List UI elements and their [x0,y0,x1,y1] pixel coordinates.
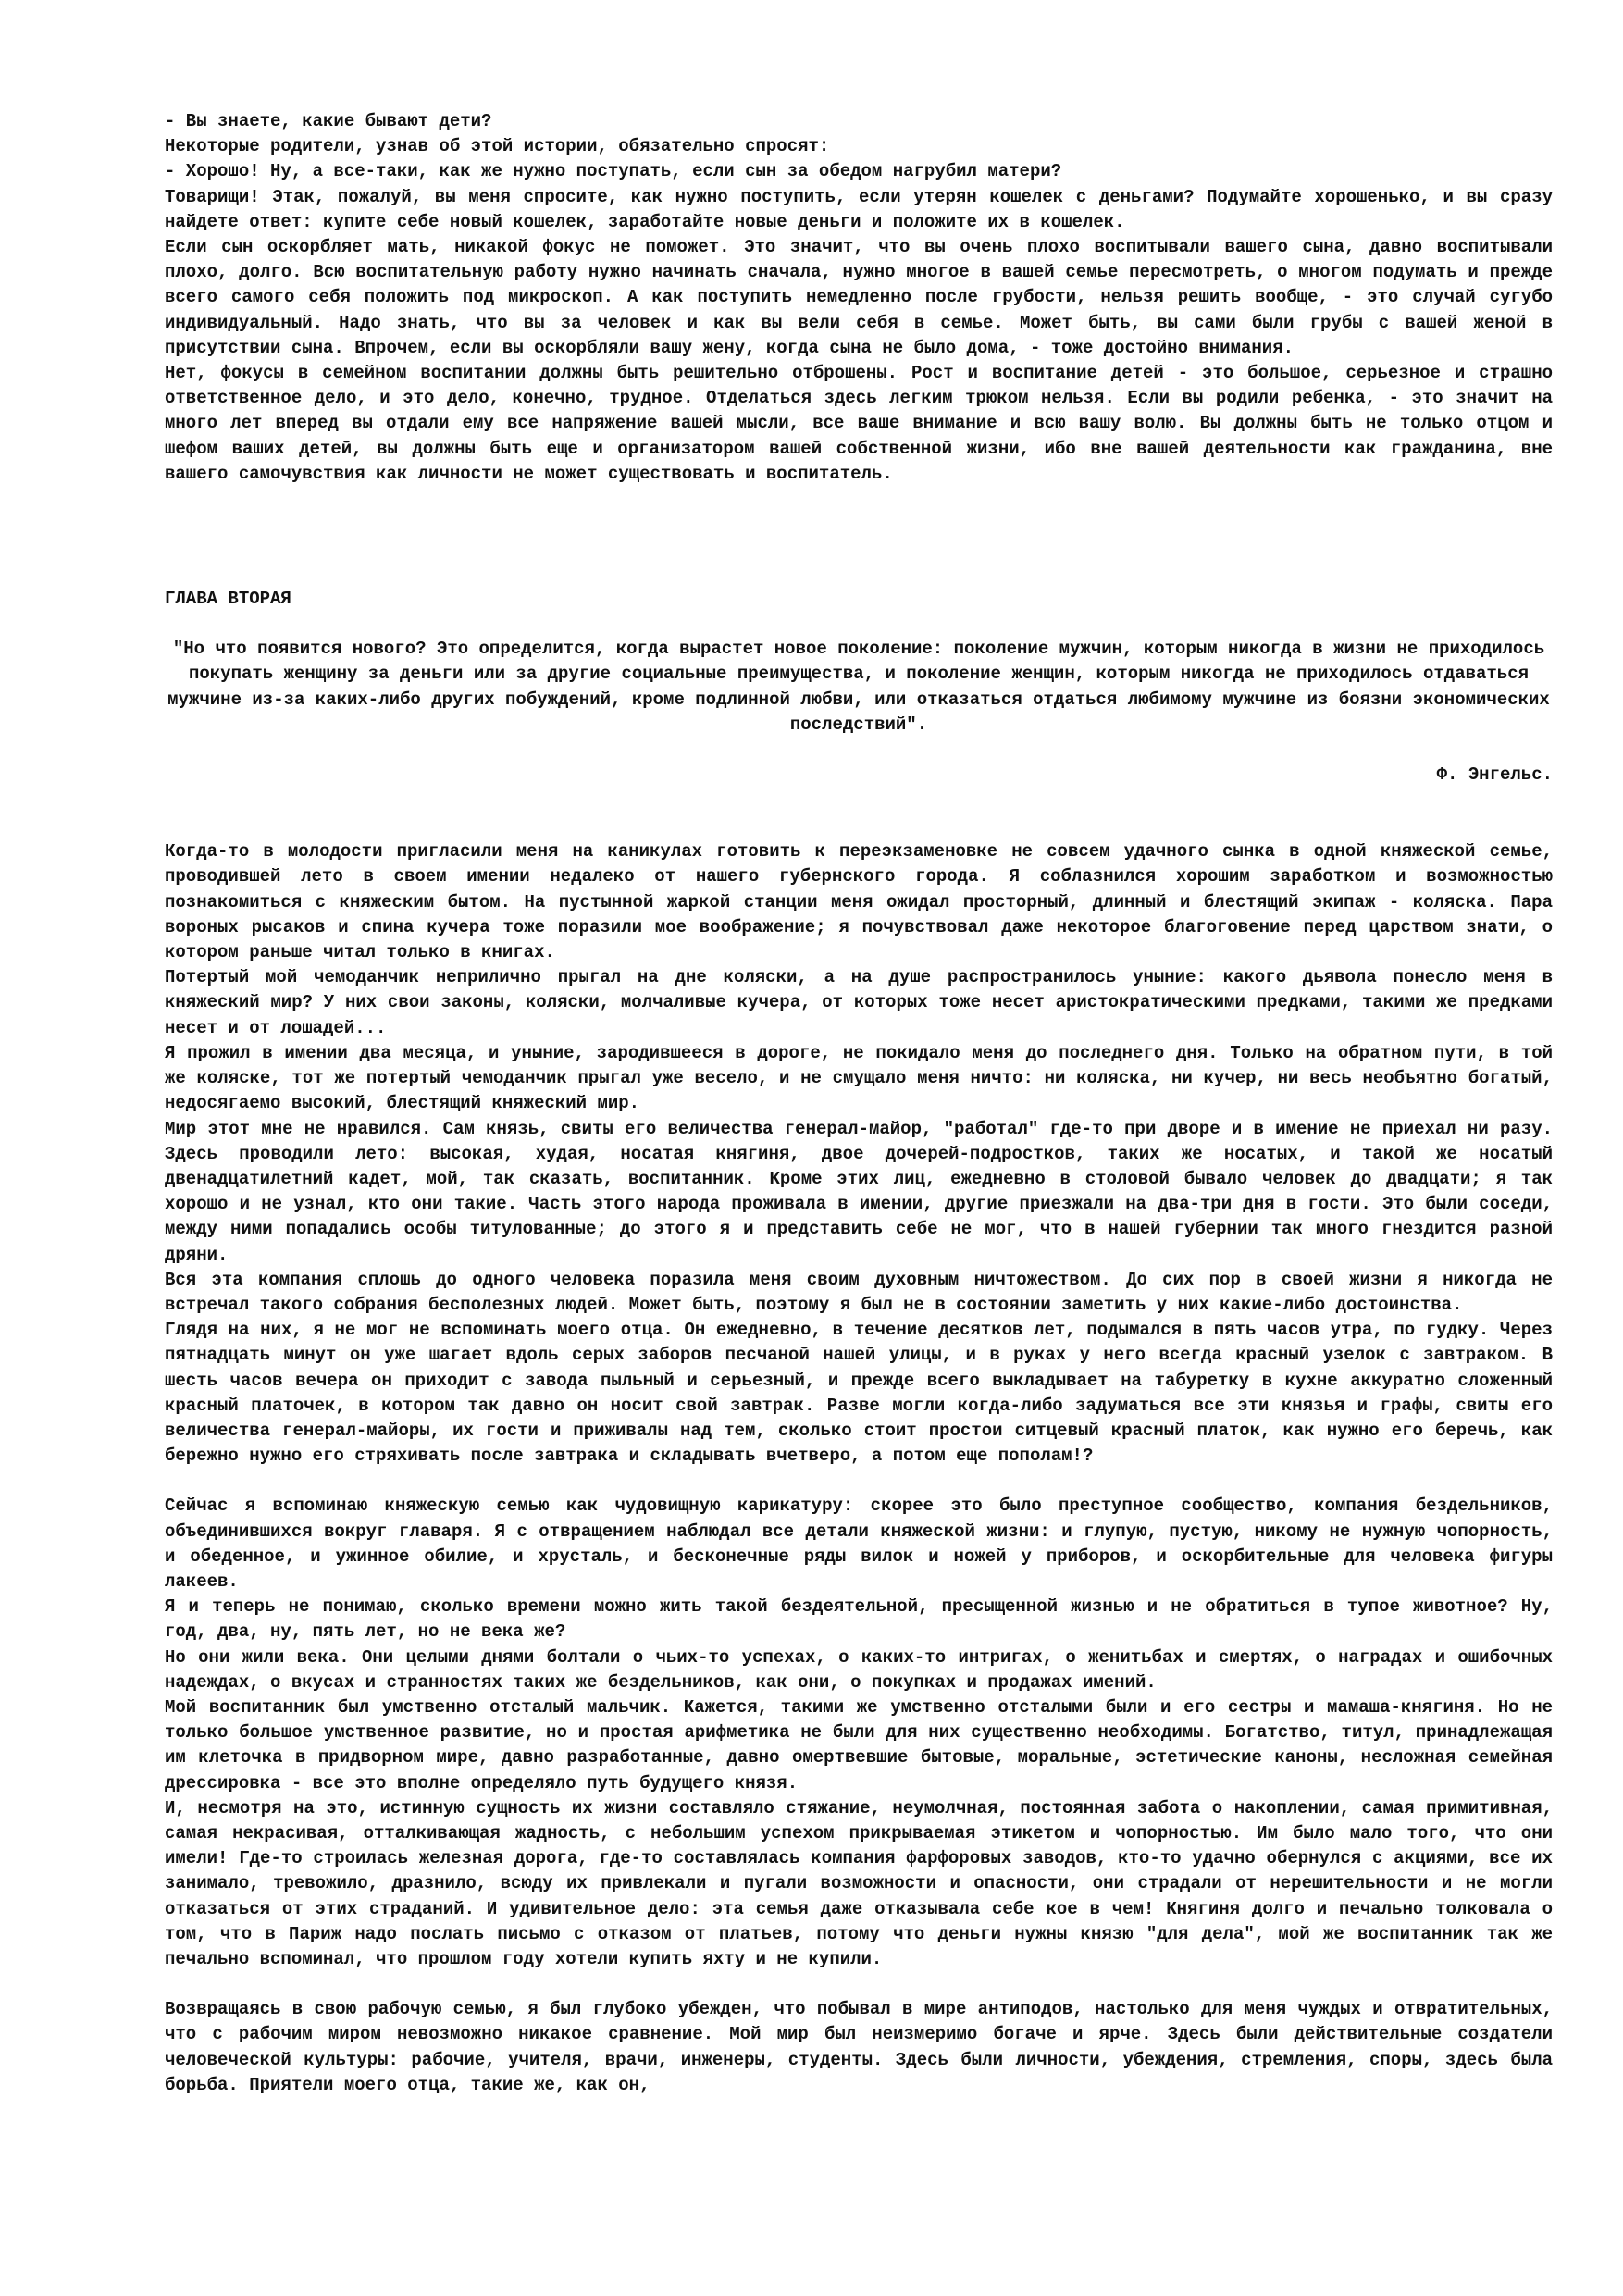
section-4 [165,1997,1553,2098]
spacer [165,788,1553,839]
paragraph: Глядя на них, я не мог не вспоминать моего отца. Он ежедневно, в течение десятков лет, подымался в пять часов утра, по гудку. Через пятнадцать минут он уже шагает вдоль серых заборов песчаной нашей улицы, и в руках у него всегда красный узелок с завтраком. В шесть часов вечера он приходит с завода пыльный и серьезный, и прежде всего выкладывает на табуретку в кухне аккуратно сложенный красный платочек, в котором так давно он носит свой завтрак. Разве могли когда-либо задуматься все эти князья и графы, свиты его величества генерал-майоры, их гости и приживалы над тем, сколько стоит простои ситцевый красный платок, как нужно его беречь, как бережно нужно его стряхивать после завтрака и складывать вчетверо, а потом еще пополам!? [165,1320,1553,1467]
spacer [165,487,1553,587]
spacer [165,1469,1553,1494]
paragraph: Если сын оскорбляет мать, никакой фокус не поможет. Это значит, что вы очень плохо воспитывали вашего сына, давно воспитывали плохо, долго. Всю воспитательную работу нужно начинать сначала, нужно многое в вашей семье пересмотреть, о многом подумать и прежде всего самого себя положить под микроскоп. А как поступить немедленно после грубости, нельзя решить вообще, - это случай сугубо индивидуальный. Надо знать, что вы за человек и как вы вели себя в семье. Может быть, вы сами были грубы с вашей женой в присутствии сына. Впрочем, если вы оскорбляли вашу жену, когда сына не было дома, - тоже достойно внимания. [165,237,1553,358]
epigraph-quote: "Но что появится нового? Это определится, когда вырастет новое поколение: поколение мужчин, которым никогда в жизни не приходилось покупать женщину за деньги или за другие социальные преимущества, и поколение женщин, которым никогда не приходилось отдаваться мужчине из-за каких-либо других побуждений, кроме подлинной любви, или отказаться отдаться любимому мужчине из боязни экономических последствий". [167,639,1550,735]
paragraph: Возвращаясь в свою рабочую семью, я был глубоко убежден, что побывал в мире антиподов, настолько для меня чуждых и отвратительных, что с рабочим миром невозможно никакое сравнение. Мой мир был неизмеримо богаче и ярче. Здесь были действительные создатели человеческой культуры: рабочие, учителя, врачи, инженеры, студенты. Здесь были личности, убеждения, стремления, споры, здесь была борьба. Приятели моего отца, такие же, как он, [165,1999,1553,2095]
section-1 [165,109,1553,487]
spacer [165,738,1553,763]
section-3 [165,1494,1553,1972]
paragraph: Я и теперь не понимаю, сколько времени можно жить такой бездеятельной, пресыщенной жизнью и не обратиться в тупое животное? Ну, год, два, ну, пять лет, но не века же? [165,1596,1553,1643]
section-2 [165,839,1553,1469]
spacer [165,612,1553,637]
spacer [165,1972,1553,1997]
paragraph: Нет, фокусы в семейном воспитании должны быть решительно отброшены. Рост и воспитание детей - это большое, серьезное и страшно ответственное дело, и это дело, конечно, трудное. Отделаться здесь легким трюком нельзя. Если вы родили ребенка, - это значит на много лет вперед вы отдали ему все напряжение вашей мысли, все ваше внимание и всю вашу волю. Вы должны быть не только отцом и шефом ваших детей, вы должны быть еще и организатором вашей собственной жизни, ибо вне вашей деятельности как гражданина, вне вашего самочувствия как личности не может существовать и воспитатель. [165,363,1553,484]
paragraph: - Хорошо! Ну, а все-таки, как же нужно поступать, если сын за обедом нагрубил матери? [165,161,1062,182]
paragraph: Когда-то в молодости пригласили меня на каникулах готовить к переэкзаменовке не совсем удачного сынка в одной княжеской семье, проводившей лето в своем имении недалеко от нашего губернского города. Я соблазнился хорошим заработком и возможностью познакомиться с княжеским бытом. На пустынной жаркой станции меня ожидал просторный, длинный и блестящий экипаж - коляска. Пара вороных рысаков и спина кучера тоже поразили мое воображение; я почувствовал даже некоторое благоговение перед царством знати, о котором раньше читал только в книгах. [165,841,1553,963]
paragraph: Товарищи! Этак, пожалуй, вы меня спросите, как нужно поступить, если утерян кошелек с деньгами? Подумайте хорошенько, и вы сразу найдете ответ: купите себе новый кошелек, заработайте новые деньги и положите их в кошелек. [165,186,1553,232]
paragraph: Мир этот мне не нравился. Сам князь, свиты его величества генерал-майор, "работал" где-то при дворе и в имение не приехал ни разу. Здесь проводили лето: высокая, худая, носатая княгиня, двое дочерей-подростков, таких же носатых, и такой же носатый двенадцатилетний кадет, мой, так сказать, воспитанник. Кроме этих лиц, ежедневно в столовой бывало человек до двадцати; я так хорошо и не узнал, кто они такие. Часть этого народа проживала в имении, другие приезжали на два-три дня в гости. Это были соседи, между ними попадались особы титулованные; до этого я и представить себе не мог, что в нашей губернии так много гнездится разной дряни. [165,1118,1553,1265]
paragraph: Некоторые родители, узнав об этой истории, обязательно спросят: [165,136,830,157]
chapter-title: ГЛАВА ВТОРАЯ [165,589,291,610]
paragraph: - Вы знаете, какие бывают дети? [165,111,492,131]
paragraph: Сейчас я вспоминаю княжескую семью как чудовищную карикатуру: скорее это было преступное сообщество, компания бездельников, объединившихся вокруг главаря. Я с отвращением наблюдал все детали княжеской жизни: и глупую, пустую, никому не нужную чопорность, и обеденное, и ужинное обилие, и хрусталь, и бесконечные ряды вилок и ножей у приборов, и оскорбительные для человека фигуры лакеев. [165,1496,1553,1592]
document-page [165,109,1553,2098]
paragraph: Я прожил в имении два месяца, и уныние, зародившееся в дороге, не покидало меня до последнего дня. Только на обратном пути, в той же коляске, тот же потертый чемоданчик прыгал уже весело, и не смущало меня ничто: ни коляска, ни кучер, ни весь необъятно богатый, недосягаемо высокий, блестящий княжеский мир. [165,1042,1553,1114]
epigraph-author: Ф. Энгельс. [1436,764,1553,786]
paragraph: И, несмотря на это, истинную сущность их жизни составляло стяжание, неумолчная, постоянная забота о накоплении, самая примитивная, самая некрасивая, отталкивающая жадность, с небольшим успехом прикрываемая этикетом и чопорностью. Им было мало того, что они имели! Где-то строилась железная дорога, где-то составлялась компания фарфоровых заводов, кто-то удачно обернулся с акциями, все их занимало, тревожило, дразнило, всюду их привлекали и пугали возможности и опасности, они страдали от нерешительности и не могли отказаться от этих страданий. И удивительное дело: эта семья даже отказывала себе кое в чем! Княгиня долго и печально толковала о том, что в Париж надо послать письмо с отказом от платьев, потому что деньги нужны князю "для дела", мой же воспитанник так же печально вспоминал, что прошлом году хотели купить яхту и не купили. [165,1797,1553,1969]
paragraph: Потертый мой чемоданчик неприлично прыгал на дне коляски, а на душе распространилось уныние: какого дьявола понесло меня в княжеский мир? У них свои законы, коляски, молчаливые кучера, от которых тоже несет аристократическими предками, такими же предками несет и от лошадей... [165,967,1553,1038]
paragraph: Но они жили века. Они целыми днями болтали о чьих-то успехах, о каких-то интригах, о женитьбах и смертях, о наградах и ошибочных надеждах, о вкусах и странностях таких же бездельников, как они, о покупках и продажах имений. [165,1646,1553,1693]
paragraph: Мой воспитанник был умственно отсталый мальчик. Кажется, такими же умственно отсталыми были и его сестры и мамаша-княгиня. Но не только большое умственное развитие, но и простая арифметика не были для них существенно необходимы. Богатство, титул, принадлежащая им клеточка в придворном мире, давно разработанные, давно омертвевшие бытовые, моральные, эстетические каноны, несложная семейная дрессировка - все это вполне определяло путь будущего князя. [165,1696,1553,1793]
paragraph: Вся эта компания сплошь до одного человека поразила меня своим духовным ничтожеством. До сих пор в своей жизни я никогда не встречал такого собрания бесполезных людей. Может быть, поэтому я был не в состоянии заметить у них какие-либо достоинства. [165,1269,1553,1315]
